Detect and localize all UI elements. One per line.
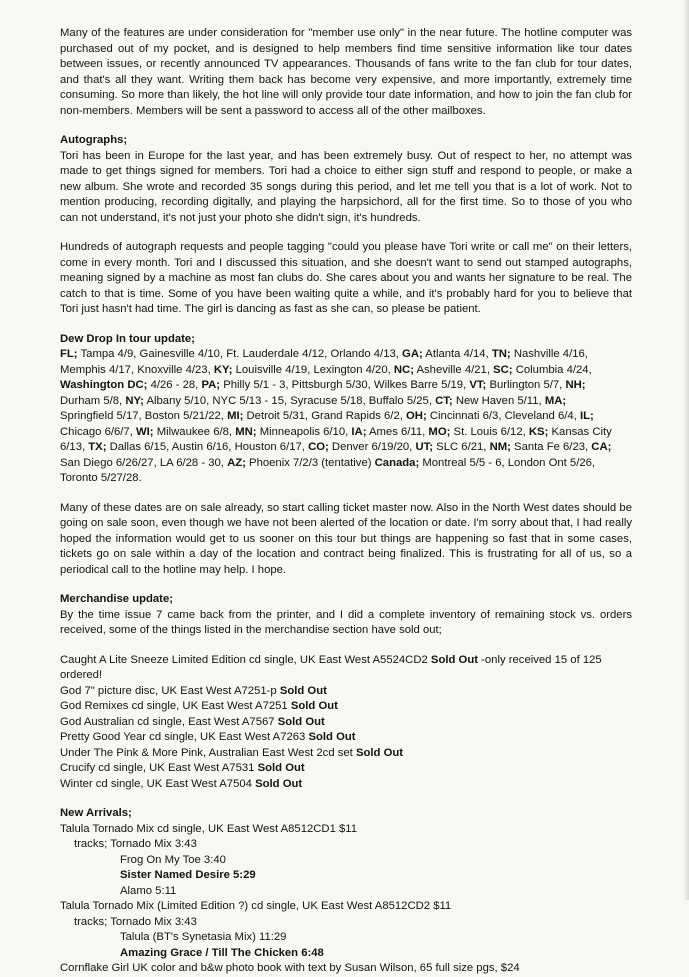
- merch-item: God Remixes cd single, UK East West A7251 Sold Out: [60, 700, 338, 712]
- arrival-line: Talula Tornado Mix cd single, UK East West A8512CD1 $11: [60, 822, 358, 835]
- merch-item: God Australian cd single, East West A7567 Sold Out: [60, 715, 325, 728]
- arrival-line: Frog On My Toe 3:40: [120, 853, 226, 866]
- tour-line: Chicago 6/6/7, WI; Milwaukee 6/8, MN; Minneapolis 6/10, IA; Ames 6/11, MO; St. Louis 6/12, KS; Kansas City: [60, 425, 612, 438]
- autographs-heading: Autographs;: [60, 134, 128, 146]
- merch-intro: By the time issue 7 came back from the printer, and I did a complete inventory of remaining stock vs. orders received, some of the things listed in the merchandise section have sold out;: [60, 608, 632, 636]
- arrival-line: Alamo 5:11: [120, 884, 177, 897]
- merch-heading: Merchandise update;: [60, 593, 173, 605]
- arrival-line: Cornflake Girl UK color and b&w photo book with text by Susan Wilson, 65 full size pgs, $24: [60, 962, 520, 974]
- tour-line: San Diego 6/26/27, LA 6/28 - 30, AZ; Phoenix 7/2/3 (tentative) Canada; Montreal 5/5 - 6, London Ont 5/26,: [60, 456, 596, 469]
- page-edge-shadow: [683, 0, 689, 900]
- tour-line: Durham 5/8, NY; Albany 5/10, NYC 5/13 - 15, Syracuse 5/18, Buffalo 5/25, CT; New Haven 5/11, MA;: [60, 394, 567, 407]
- tour-line: FL; Tampa 4/9, Gainesville 4/10, Ft. Lauderdale 4/12, Orlando 4/13, GA; Atlanta 4/14, TN; Nashville 4/16,: [60, 348, 588, 360]
- arrival-line: Talula Tornado Mix (Limited Edition ?) cd single, UK East West A8512CD2 $11: [60, 900, 452, 912]
- merch-item: Under The Pink & More Pink, Australian East West 2cd set Sold Out: [60, 746, 404, 759]
- tour-line: Washington DC; 4/26 - 28, PA; Philly 5/1 - 3, Pittsburgh 5/30, Wilkes Barre 5/19, VT; Burlington 5/7, NH;: [60, 379, 586, 391]
- tour-note: Many of these dates are on sale already, so start calling ticket master now. Also in the North West dates should be going on sale soon, even though we have not been alerted of the location or date. I'm sorry about that, I had really hoped the information would get to us sooner on this tour but things are happening so fast that in some cases, tickets go on sale within a day of the location and contract being finalized. This is frustrating for all of us, so a periodical call to the hotline may help. I hope.: [60, 501, 632, 576]
- merch-item: God 7" picture disc, UK East West A7251-p Sold Out: [60, 684, 327, 697]
- arrivals-heading: New Arrivals;: [60, 807, 132, 819]
- merch-item: Pretty Good Year cd single, UK East West A7263 Sold Out: [60, 731, 356, 743]
- arrival-line: tracks; Tornado Mix 3:43: [74, 838, 197, 850]
- arrival-line: Amazing Grace / Till The Chicken 6:48: [120, 946, 324, 959]
- autographs-paragraph-2: Hundreds of autograph requests and people tagging "could you please have Tori write or call me" on their letters, come in every month. Tori and I discussed this situation, and she doesn't want to send out stamped autographs, meaning signed by a machine as most fan clubs do. She cares about you and wants her signature to be real. The catch to that is time. Some of you have been waiting quite a while, and it's probably hard for you to believe that Tori just hasn't had time. The girl is dancing as fast as she can, so please be patient.: [60, 241, 632, 315]
- merch-item: Crucify cd single, UK East West A7531 Sold Out: [60, 762, 305, 774]
- arrival-line: Sister Named Desire 5:29: [120, 869, 256, 881]
- tour-dates: [60, 347, 632, 487]
- page-content: [60, 26, 632, 977]
- tour-line: 6/13, TX; Dallas 6/15, Austin 6/16, Houston 6/17, CO; Denver 6/19/20, UT; SLC 6/21, NM; Santa Fe 6/23, CA;: [60, 441, 612, 453]
- intro-paragraph: Many of the features are under consideration for "member use only" in the near future. The hotline computer was purchased out of my pocket, and is designed to help members find time sensitive information like tour dates between issues, or recently announced TV appearances. Thousands of fans write to the fan club for tour dates, and that's all they want. Writing them back has become very expensive, and more importantly, extremely time consuming. So more than likely, the hot line will only provide tour date information, and how to join the fan club for non-members. Members will be sent a password to access all of the other mailboxes.: [60, 27, 632, 117]
- autographs-paragraph-1: Tori has been in Europe for the last year, and has been extremely busy. Out of respect to her, no attempt was made to get things signed for members. Tori had a choice to either sign stuff and respond to people, or make a new album. She wrote and recorded 35 songs during this period, and let me tell you that is a lot of work. Not to mention producing, recording digitally, and playing the harpsichord, all for the first time. So to those of you who can not understand, it's not just your photo she didn't sign, it's hundreds.: [60, 149, 632, 224]
- tour-line: Springfield 5/17, Boston 5/21/22, MI; Detroit 5/31, Grand Rapids 6/2, OH; Cincinnati 6/3, Cleveland 6/4, IL;: [60, 410, 594, 422]
- merch-sold-out-list: [60, 653, 632, 793]
- arrival-line: tracks; Tornado Mix 3:43: [74, 915, 197, 928]
- merch-item: Caught A Lite Sneeze Limited Edition cd single, UK East West A5524CD2 Sold Out -only received 15 of 125 ordered!: [60, 653, 602, 681]
- tour-line: Memphis 4/17, Knoxville 4/23, KY; Louisville 4/19, Lexington 4/20, NC; Asheville 4/21, SC; Columbia 4/24,: [60, 363, 592, 376]
- new-arrivals-list: [60, 822, 632, 977]
- merch-item: Winter cd single, UK East West A7504 Sold Out: [60, 777, 303, 790]
- tour-line: Toronto 5/27/28.: [60, 472, 142, 484]
- arrival-line: Talula (BT's Synetasia Mix) 11:29: [120, 931, 287, 943]
- tour-heading: Dew Drop In tour update;: [60, 332, 195, 345]
